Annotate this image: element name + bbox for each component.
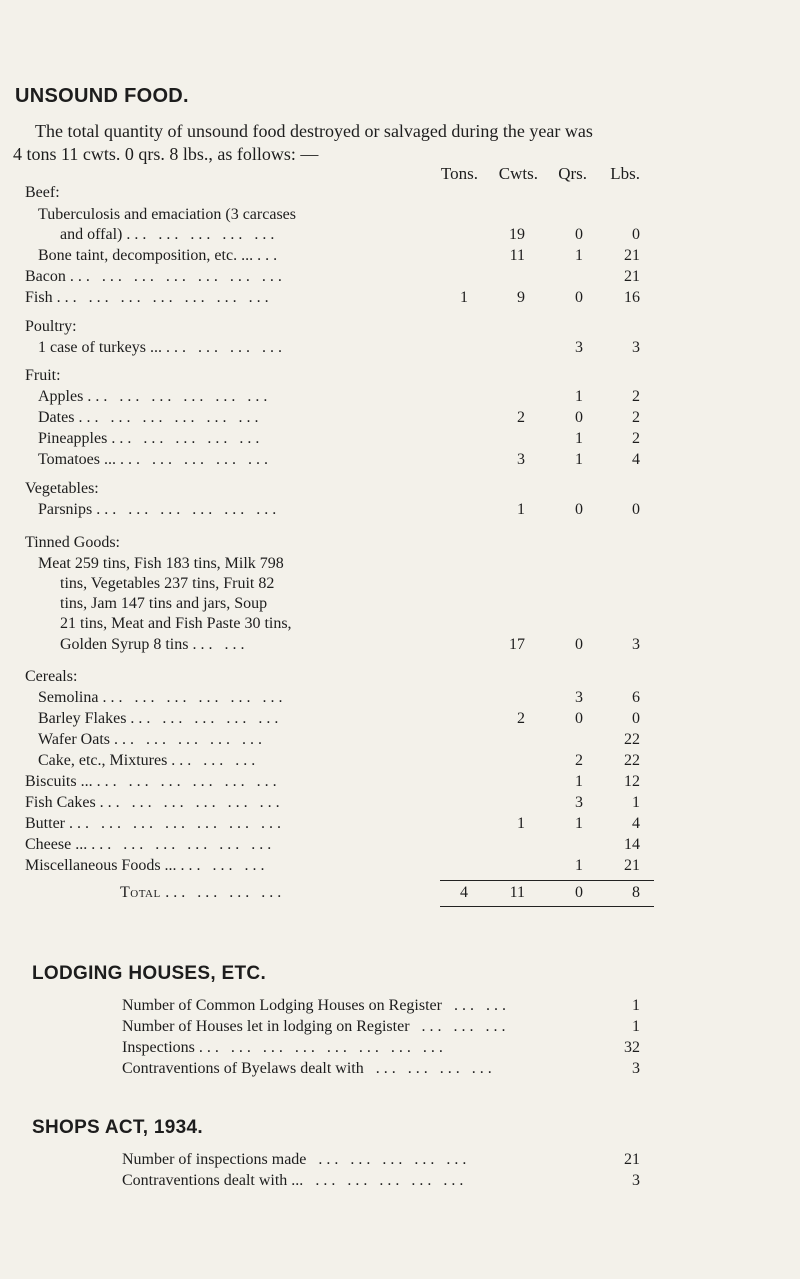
category-label: Vegetables: (25, 480, 99, 497)
item-label: Apples ... ... ... ... ... ... (38, 388, 272, 405)
item-label: Biscuits ... ... ... ... ... ... ... (25, 773, 281, 790)
item-label: Bone taint, decomposition, etc. ... ... (38, 247, 282, 264)
intro-line-2: 4 tons 11 cwts. 0 qrs. 8 lbs., as follows: — (13, 144, 319, 164)
item-label: Tomatoes ... ... ... ... ... ... (38, 451, 272, 468)
item-value: 32 (624, 1039, 640, 1056)
item-label: Inspections ... ... ... ... ... ... ... ... (122, 1039, 447, 1056)
item-label: Number of inspections made ... ... ... ... ... (122, 1151, 471, 1168)
lbs-value: 22 (624, 752, 640, 769)
item-label: Semolina ... ... ... ... ... ... (38, 689, 287, 706)
item-label: Parsnips ... ... ... ... ... ... (38, 501, 281, 518)
col-header-tons: Tons. (440, 164, 478, 183)
item-label: 21 tins, Meat and Fish Paste 30 tins, (60, 615, 292, 632)
lbs-value: 0 (632, 710, 640, 727)
col-header-lbs: Lbs. (610, 164, 640, 183)
lbs-value: 22 (624, 731, 640, 748)
total-label: Total ... ... ... ... (120, 884, 286, 901)
item-label: Golden Syrup 8 tins ... ... (60, 636, 249, 653)
qrs-value: 2 (575, 752, 583, 769)
qrs-value: 1 (575, 857, 583, 874)
qrs-value: 1 (575, 773, 583, 790)
lbs-value: 21 (624, 268, 640, 285)
item-label: Butter ... ... ... ... ... ... ... (25, 815, 285, 832)
lbs-value: 1 (632, 794, 640, 811)
lbs-value: 3 (632, 339, 640, 356)
section-heading-unsound-food: UNSOUND FOOD. (15, 85, 189, 107)
tons-value: 4 (460, 884, 468, 901)
item-label: Number of Common Lodging Houses on Register ... ... (122, 997, 510, 1014)
lbs-value: 21 (624, 247, 640, 264)
qrs-value: 0 (575, 636, 583, 653)
lbs-value: 2 (632, 388, 640, 405)
qrs-value: 1 (575, 430, 583, 447)
lbs-value: 0 (632, 226, 640, 243)
item-label: Tuberculosis and emaciation (3 carcases (38, 206, 296, 223)
item-label: and offal) ... ... ... ... ... (60, 226, 279, 243)
item-label: Barley Flakes ... ... ... ... ... (38, 710, 283, 727)
cwts-value: 17 (509, 636, 525, 653)
item-value: 3 (632, 1060, 640, 1077)
lbs-value: 4 (632, 815, 640, 832)
item-label: Bacon ... ... ... ... ... ... ... (25, 268, 286, 285)
lbs-value: 0 (632, 501, 640, 518)
item-label: Pineapples ... ... ... ... ... (38, 430, 264, 447)
item-label: Wafer Oats ... ... ... ... ... (38, 731, 267, 748)
item-label: Cake, etc., Mixtures ... ... ... (38, 752, 260, 769)
item-label: Miscellaneous Foods ... ... ... ... (25, 857, 269, 874)
item-value: 1 (632, 997, 640, 1014)
category-label: Cereals: (25, 668, 78, 685)
cwts-value: 1 (517, 501, 525, 518)
category-label: Beef: (25, 184, 60, 201)
qrs-value: 1 (575, 388, 583, 405)
cwts-value: 11 (509, 884, 525, 901)
qrs-value: 1 (575, 815, 583, 832)
lbs-value: 14 (624, 836, 640, 853)
cwts-value: 11 (509, 247, 525, 264)
qrs-value: 0 (575, 501, 583, 518)
item-value: 21 (624, 1151, 640, 1168)
tons-value: 1 (460, 289, 468, 306)
item-label: Meat 259 tins, Fish 183 tins, Milk 798 (38, 555, 284, 572)
item-value: 1 (632, 1018, 640, 1035)
item-label: Fish ... ... ... ... ... ... ... (25, 289, 273, 306)
item-label: 1 case of turkeys ... ... ... ... ... (38, 339, 286, 356)
cwts-value: 19 (509, 226, 525, 243)
qrs-value: 3 (575, 689, 583, 706)
lbs-value: 2 (632, 409, 640, 426)
lbs-value: 3 (632, 636, 640, 653)
item-label: Fish Cakes ... ... ... ... ... ... (25, 794, 284, 811)
lbs-value: 12 (624, 773, 640, 790)
item-label: Contraventions of Byelaws dealt with ... ... ... ... (122, 1060, 496, 1077)
qrs-value: 0 (575, 226, 583, 243)
item-value: 3 (632, 1172, 640, 1189)
qrs-value: 1 (575, 451, 583, 468)
intro-line-1: The total quantity of unsound food destroyed or salvaged during the year was (35, 121, 593, 141)
item-label: tins, Vegetables 237 tins, Fruit 82 (60, 575, 275, 592)
section-heading-shops-act: SHOPS ACT, 1934. (32, 1117, 203, 1138)
section-heading-lodging: LODGING HOUSES, ETC. (32, 963, 267, 984)
lbs-value: 8 (632, 884, 640, 901)
cwts-value: 1 (517, 815, 525, 832)
qrs-value: 0 (575, 289, 583, 306)
col-header-cwts: Cwts. (498, 164, 538, 183)
item-label: Cheese ... ... ... ... ... ... ... (25, 836, 276, 853)
qrs-value: 3 (575, 794, 583, 811)
lbs-value: 6 (632, 689, 640, 706)
col-header-qrs: Qrs. (558, 164, 587, 183)
qrs-value: 0 (575, 884, 583, 901)
qrs-value: 0 (575, 710, 583, 727)
lbs-value: 16 (624, 289, 640, 306)
qrs-value: 1 (575, 247, 583, 264)
item-label: Contraventions dealt with ... ... ... ... ... ... (122, 1172, 468, 1189)
cwts-value: 2 (517, 409, 525, 426)
cwts-value: 2 (517, 710, 525, 727)
item-label: tins, Jam 147 tins and jars, Soup (60, 595, 268, 612)
category-label: Fruit: (25, 367, 61, 384)
qrs-value: 3 (575, 339, 583, 356)
lbs-value: 21 (624, 857, 640, 874)
cwts-value: 3 (517, 451, 525, 468)
qrs-value: 0 (575, 409, 583, 426)
item-label: Number of Houses let in lodging on Register ... ... ... (122, 1018, 510, 1035)
item-label: Dates ... ... ... ... ... ... (38, 409, 263, 426)
lbs-value: 2 (632, 430, 640, 447)
category-label: Tinned Goods: (25, 534, 120, 551)
lbs-value: 4 (632, 451, 640, 468)
category-label: Poultry: (25, 318, 77, 335)
cwts-value: 9 (517, 289, 525, 306)
